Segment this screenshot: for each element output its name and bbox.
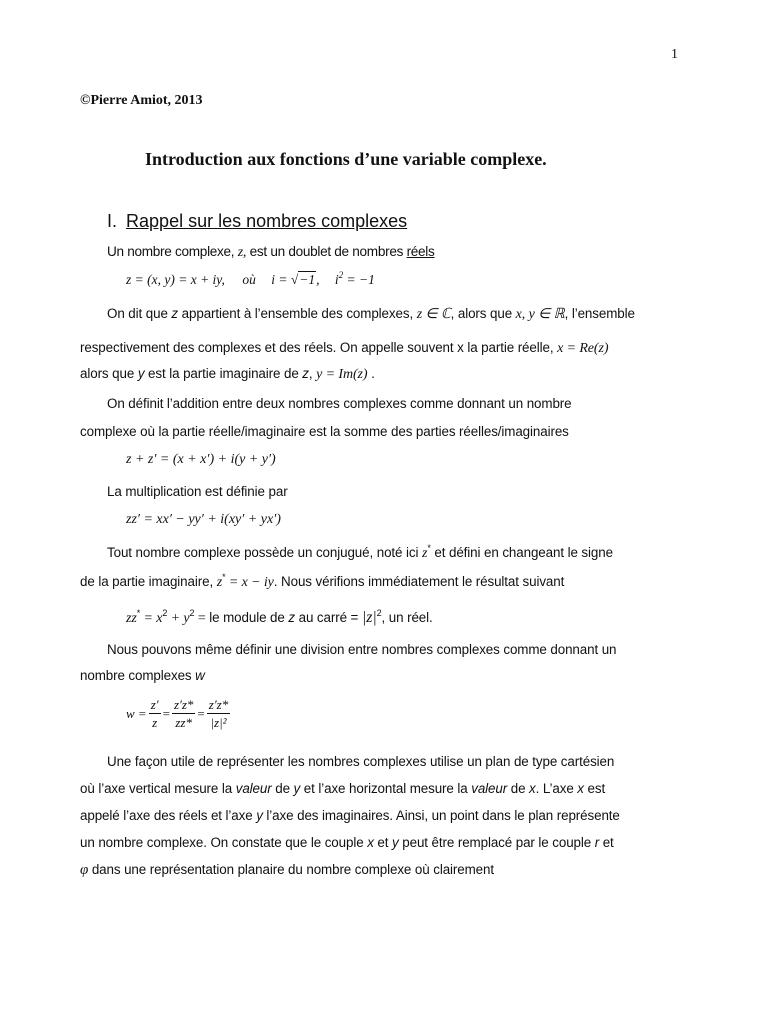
document-title: Introduction aux fonctions d’une variable complexe. xyxy=(145,149,547,169)
equation-addition: z + z′ = (x + x′) + i(y + y′) xyxy=(126,452,276,467)
p6-x3: x xyxy=(367,835,374,850)
eq1-lhs: z = (x, y) = x + iy, xyxy=(126,272,225,287)
fraction-3-denominator: |z|² xyxy=(210,715,227,730)
p4-line1a: Tout nombre complexe possède un conjugué, noté ici xyxy=(107,545,422,560)
eq4-y-exp: 2 xyxy=(189,608,195,618)
paragraph-6-line-2 xyxy=(80,781,605,796)
p6-y2: y xyxy=(256,808,263,823)
paragraph-4-line-2 xyxy=(80,574,564,591)
eq4-z: z xyxy=(288,610,295,625)
p4-m2-exp: * xyxy=(222,572,226,582)
eq4-abs: |z| xyxy=(361,609,377,626)
p1-d: , l’ensemble xyxy=(564,306,635,321)
p1-z2: z xyxy=(302,366,309,381)
paragraph-5-line-1: Nous pouvons même définir une division entre nombres complexes comme donnant un xyxy=(107,642,617,657)
intro-reels: réels xyxy=(406,244,435,259)
paragraph-2-line-2: complexe où la partie réelle/imaginaire est la somme des parties réelles/imaginaires xyxy=(80,424,569,439)
p6-line2a: où l’axe vertical mesure la xyxy=(80,781,236,796)
p1-line3c: , xyxy=(308,366,317,381)
p6-line2d: de xyxy=(507,781,530,796)
p1-c: , alors que xyxy=(450,306,516,321)
sqrt-symbol: √ xyxy=(290,272,299,287)
equals-sign-2: = xyxy=(197,705,205,721)
p6-valeur1: valeur xyxy=(235,781,272,796)
eq1-ou: où xyxy=(242,272,256,287)
eq1-i-def: i = xyxy=(271,272,291,287)
eq4-mid: = x xyxy=(140,611,163,626)
p5-line2a: nombre complexes xyxy=(80,668,196,683)
eq4-plus: + y xyxy=(167,611,190,626)
intro-line xyxy=(107,244,435,261)
p4-m2: z xyxy=(216,575,223,590)
eq1-i2: i xyxy=(334,272,339,287)
fraction-3 xyxy=(207,697,230,730)
equation-complex-definition xyxy=(126,272,375,288)
p4-m1-exp: * xyxy=(427,543,431,553)
p1-line2a: respectivement des complexes et des réels. On appelle souvent x la partie réelle, xyxy=(80,340,558,355)
copyright-line: ©Pierre Amiot, 2013 xyxy=(80,93,203,108)
eq4-abs-exp: 2 xyxy=(376,608,382,618)
p6-line4b: et xyxy=(373,835,393,850)
eq4-text3: , un réel. xyxy=(381,610,433,625)
p6-line2c: et l’axe horizontal mesure la xyxy=(300,781,472,796)
p1-m2: x, y ∈ ℝ xyxy=(515,307,565,322)
fraction-3-numerator: z′z* xyxy=(208,697,229,712)
equation-division xyxy=(126,697,232,730)
eq4-text: le module de xyxy=(205,610,289,625)
page-number: 1 xyxy=(671,47,678,62)
fraction-2-denominator: zz* xyxy=(175,715,192,730)
p1-m3: x = Re(z) xyxy=(557,341,609,356)
paragraph-1-line-3 xyxy=(80,366,375,383)
eq1-i2-exp: 2 xyxy=(338,270,344,280)
p1-line3d: . xyxy=(367,366,375,381)
p6-line4d: et xyxy=(599,835,614,850)
paragraph-1-line-2 xyxy=(80,340,608,357)
paragraph-5-line-2 xyxy=(80,668,205,683)
p6-line2f: est xyxy=(583,781,606,796)
p4-line2b: . Nous vérifions immédiatement le résultat suivant xyxy=(273,574,565,589)
paragraph-6-line-4 xyxy=(80,835,614,850)
eq4-eq: = xyxy=(194,611,206,626)
section-title: Rappel sur les nombres complexes xyxy=(126,211,408,231)
p1-a: On dit que xyxy=(107,306,172,321)
p6-x1: x xyxy=(529,781,536,796)
eq1-i2-rhs: = −1 xyxy=(343,272,375,287)
p6-r: r xyxy=(594,835,600,850)
p6-line2e: . L’axe xyxy=(535,781,578,796)
eq4-x-exp: 2 xyxy=(162,608,168,618)
equation-multiplication: zz′ = xx′ − yy′ + i(xy′ + yx′) xyxy=(126,512,281,527)
p1-line3a: alors que xyxy=(80,366,138,381)
paragraph-1-line-1 xyxy=(107,306,635,323)
paragraph-2-line-1: On définit l’addition entre deux nombres complexes comme donnant un nombre xyxy=(107,396,572,411)
fraction-1 xyxy=(149,697,161,730)
p1-z: z xyxy=(171,306,179,321)
p6-line3a: appelé l’axe des réels et l’axe xyxy=(80,808,257,823)
p1-line3b: est la partie imaginaire de xyxy=(144,366,303,381)
eq4-text2: au carré = xyxy=(294,610,362,625)
p6-phi: φ xyxy=(80,862,89,878)
paragraph-6-line-5 xyxy=(80,862,494,879)
fraction-1-denominator: z xyxy=(152,715,158,730)
paragraph-6-line-1: Une façon utile de représenter les nombres complexes utilise un plan de type cartésien xyxy=(107,754,615,769)
paragraph-4-line-1 xyxy=(107,545,613,562)
fraction-1-numerator: z′ xyxy=(150,697,159,712)
p6-line3b: l’axe des imaginaires. Ainsi, un point dans le plan représente xyxy=(262,808,620,823)
eq4-lhs-exp: * xyxy=(136,608,141,618)
p4-m2-rhs: = x − iy xyxy=(225,575,274,590)
p6-line4c: peut être remplacé par le couple xyxy=(398,835,595,850)
section-heading xyxy=(107,211,407,232)
p6-y1: y xyxy=(293,781,301,796)
p6-line2b: de xyxy=(271,781,294,796)
p6-line4a: un nombre complexe. On constate que le couple xyxy=(80,835,368,850)
eq5-w: w = xyxy=(126,705,147,721)
paragraph-6-line-3 xyxy=(80,808,620,823)
equation-modulus xyxy=(126,609,433,627)
paragraph-3: La multiplication est définie par xyxy=(107,484,288,499)
section-number: I. xyxy=(107,211,118,231)
p6-valeur2: valeur xyxy=(471,781,508,796)
p1-m1: z ∈ ℂ xyxy=(416,307,451,322)
intro-text-2: est un doublet de nombres xyxy=(249,244,404,259)
p4-line2a: de la partie imaginaire, xyxy=(80,574,217,589)
p1-m4: y = Im(z) xyxy=(316,367,368,382)
p6-y3: y xyxy=(392,835,399,850)
intro-z: z, xyxy=(237,245,247,260)
p6-x2: x xyxy=(577,781,584,796)
p4-line1b: et défini en changeant le signe xyxy=(430,545,613,560)
fraction-2 xyxy=(172,697,195,730)
p4-m1: z xyxy=(422,546,428,561)
fraction-2-numerator: z′z* xyxy=(173,697,194,712)
p1-y: y xyxy=(137,366,145,381)
eq1-sqrt-arg: −1 xyxy=(299,272,316,287)
eq1-comma: , xyxy=(316,272,320,287)
intro-text-1: Un nombre complexe, xyxy=(107,244,235,259)
p6-line5: dans une représentation planaire du nombre complexe où clairement xyxy=(88,862,494,877)
eq4-lhs: zz xyxy=(126,611,137,626)
equals-sign: = xyxy=(162,705,170,721)
p5-w: w xyxy=(195,668,205,683)
p1-b: appartient à l’ensemble des complexes, xyxy=(178,306,417,321)
